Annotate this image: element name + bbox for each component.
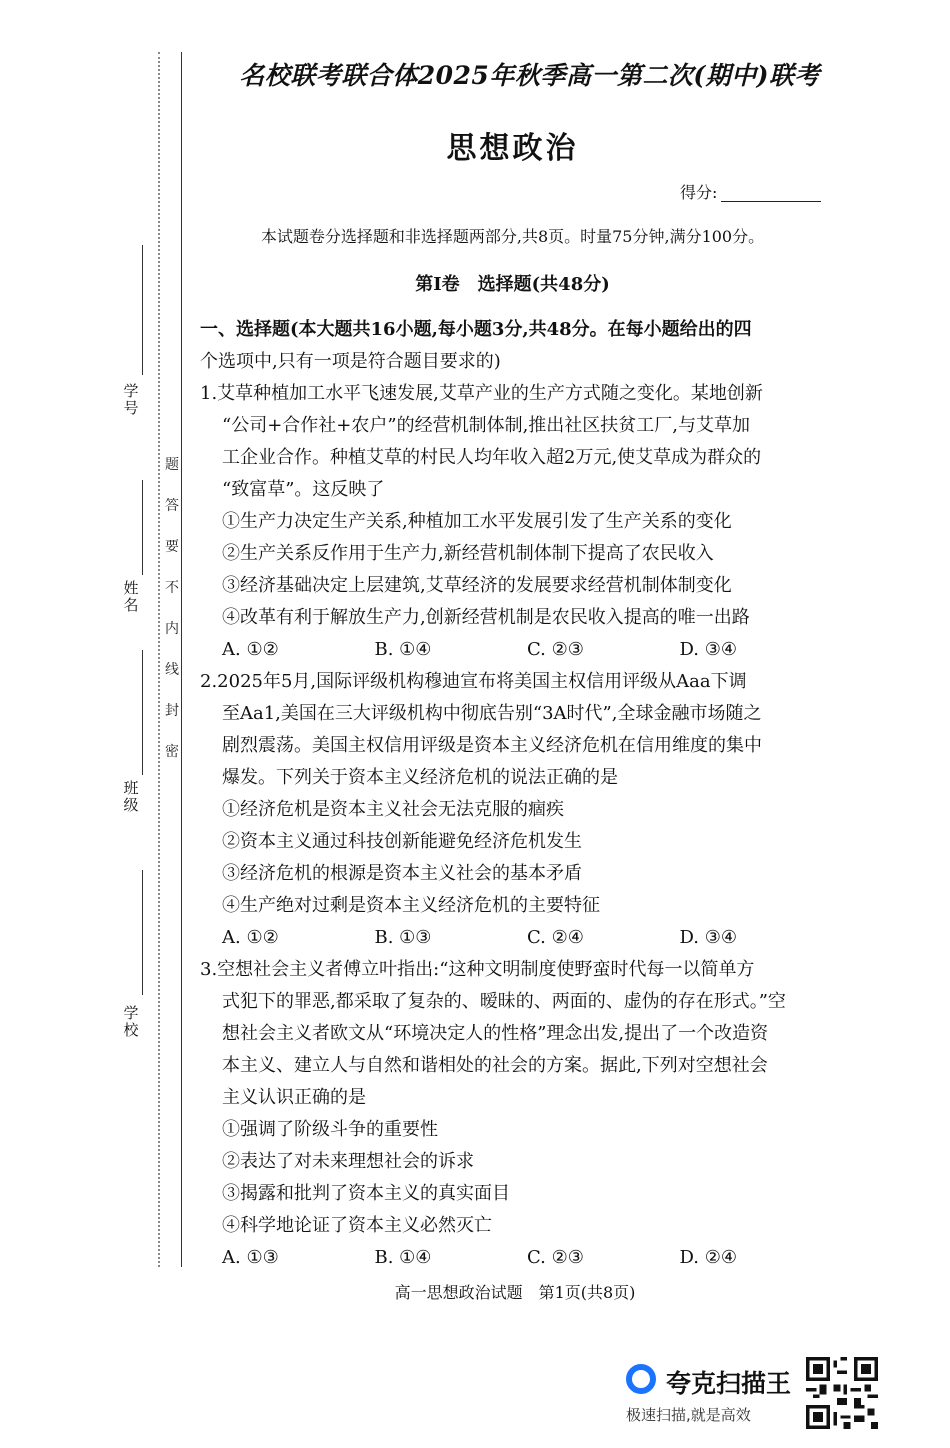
choice-c[interactable]: C. ②③ — [527, 639, 584, 660]
score-blank[interactable] — [721, 201, 821, 202]
question-stem-line: 本主义、建立人与自然和谐相处的社会的方案。据此,下列对空想社会 — [222, 1055, 768, 1076]
scanner-slogan: 极速扫描,就是高效 — [626, 1406, 751, 1424]
choice-d[interactable]: D. ③④ — [679, 639, 738, 660]
statement: ①经济危机是资本主义社会无法克服的痼疾 — [222, 799, 564, 820]
choice-a[interactable]: A. ①③ — [222, 1247, 279, 1268]
question-2 — [200, 666, 832, 954]
exam-intro: 本试题卷分选择题和非选择题两部分,共8页。时量75分钟,满分100分。 — [260, 227, 765, 246]
school-field[interactable] — [118, 870, 154, 1060]
question-stem-line: 1.艾草种植加工水平飞速发展,艾草产业的生产方式随之变化。某地创新 — [200, 383, 763, 404]
answer-choices — [200, 634, 832, 666]
student-name-field[interactable] — [118, 480, 154, 650]
instruction-line: 一、选择题(本大题共16小题,每小题3分,共48分。在每小题给出的四 — [200, 319, 752, 340]
question-stem-line: 想社会主义者欧文从“环境决定人的性格”理念出发,提出了一个改造资 — [222, 1023, 769, 1044]
statement: ①强调了阶级斗争的重要性 — [222, 1119, 438, 1140]
statement: ②资本主义通过科技创新能避免经济危机发生 — [222, 831, 582, 852]
choice-b[interactable]: B. ①③ — [374, 927, 432, 948]
choice-b[interactable]: B. ①④ — [374, 639, 432, 660]
question-stem-line: 3.空想社会主义者傅立叶指出:“这种文明制度使野蛮时代每一以简单方 — [200, 959, 755, 980]
student-id-underline — [142, 245, 143, 375]
school-label: 学校 — [123, 1004, 139, 1039]
choice-a[interactable]: A. ①② — [222, 927, 279, 948]
question-stem-line: 剧烈震荡。美国主权信用评级是资本主义经济危机在信用维度的集中 — [222, 735, 762, 756]
question-stem-line: 2.2025年5月,国际评级机构穆迪宣布将美国主权信用评级从Aaa下调 — [200, 671, 747, 692]
choice-c[interactable]: C. ②③ — [527, 1247, 584, 1268]
answer-choices — [200, 1242, 832, 1274]
choice-a[interactable]: A. ①② — [222, 639, 279, 660]
answer-choices — [200, 922, 832, 954]
question-stem-line: 爆发。下列关于资本主义经济危机的说法正确的是 — [222, 767, 618, 788]
student-name-underline — [142, 480, 143, 575]
student-name-label: 姓名 — [123, 579, 139, 614]
question-1 — [200, 378, 832, 666]
question-area — [200, 314, 832, 1274]
qr-code-icon — [806, 1357, 878, 1429]
statement: ④改革有利于解放生产力,创新经营机制是农民收入提高的唯一出路 — [222, 607, 750, 628]
instruction-line: 个选项中,只有一项是符合题目要求的) — [200, 351, 501, 372]
question-stem-line: “致富草”。这反映了 — [222, 479, 385, 500]
statement: ③揭露和批判了资本主义的真实面目 — [222, 1183, 510, 1204]
question-3 — [200, 954, 832, 1274]
question-stem-line: 至Aa1,美国在三大评级机构中彻底告别“3A时代”,全球金融市场随之 — [222, 703, 762, 724]
scanner-watermark — [622, 1358, 802, 1428]
section-heading: 第Ⅰ卷 选择题(共48分) — [415, 274, 610, 295]
choice-b[interactable]: B. ①④ — [374, 1247, 432, 1268]
scanner-app-name: 夸克扫描王 — [666, 1369, 792, 1398]
seal-line-warning: 题 答 要 不 内 线 封 密 — [165, 457, 179, 760]
class-label: 班级 — [123, 779, 139, 814]
choice-d[interactable]: D. ③④ — [679, 927, 738, 948]
score-label: 得分: — [680, 183, 718, 202]
statement: ③经济危机的根源是资本主义社会的基本矛盾 — [222, 863, 582, 884]
score-field[interactable] — [680, 180, 821, 203]
question-stem-line: 式犯下的罪恶,都采取了复杂的、暧昧的、两面的、虚伪的存在形式。”空 — [222, 991, 786, 1012]
question-stem-line: 主义认识正确的是 — [222, 1087, 366, 1108]
choice-d[interactable]: D. ②④ — [679, 1247, 738, 1268]
question-stem-line: “公司+合作社+农户”的经营机制体制,推出社区扶贫工厂,与艾草加 — [222, 415, 751, 436]
page-footer: 高一思想政治试题 第1页(共8页) — [394, 1283, 636, 1302]
class-field[interactable] — [118, 650, 154, 850]
quark-logo-icon — [626, 1364, 656, 1394]
statement: ④科学地论证了资本主义必然灭亡 — [222, 1215, 492, 1236]
statement: ③经济基础决定上层建筑,艾草经济的发展要求经营机制体制变化 — [222, 575, 732, 596]
statement: ②表达了对未来理想社会的诉求 — [222, 1151, 474, 1172]
student-id-label: 学号 — [123, 382, 139, 417]
choice-c[interactable]: C. ②④ — [527, 927, 584, 948]
question-stem-line: 工企业合作。种植艾草的村民人均年收入超2万元,使艾草成为群众的 — [222, 447, 762, 468]
subject-title: 思想政治 — [446, 131, 579, 166]
school-underline — [142, 870, 143, 995]
exam-title: 名校联考联合体2025年秋季高一第二次(期中)联考 — [239, 61, 820, 90]
statement: ②生产关系反作用于生产力,新经营机制体制下提高了农民收入 — [222, 543, 714, 564]
statement: ④生产绝对过剩是资本主义经济危机的主要特征 — [222, 895, 600, 916]
class-underline — [142, 650, 143, 775]
statement: ①生产力决定生产关系,种植加工水平发展引发了生产关系的变化 — [222, 511, 732, 532]
